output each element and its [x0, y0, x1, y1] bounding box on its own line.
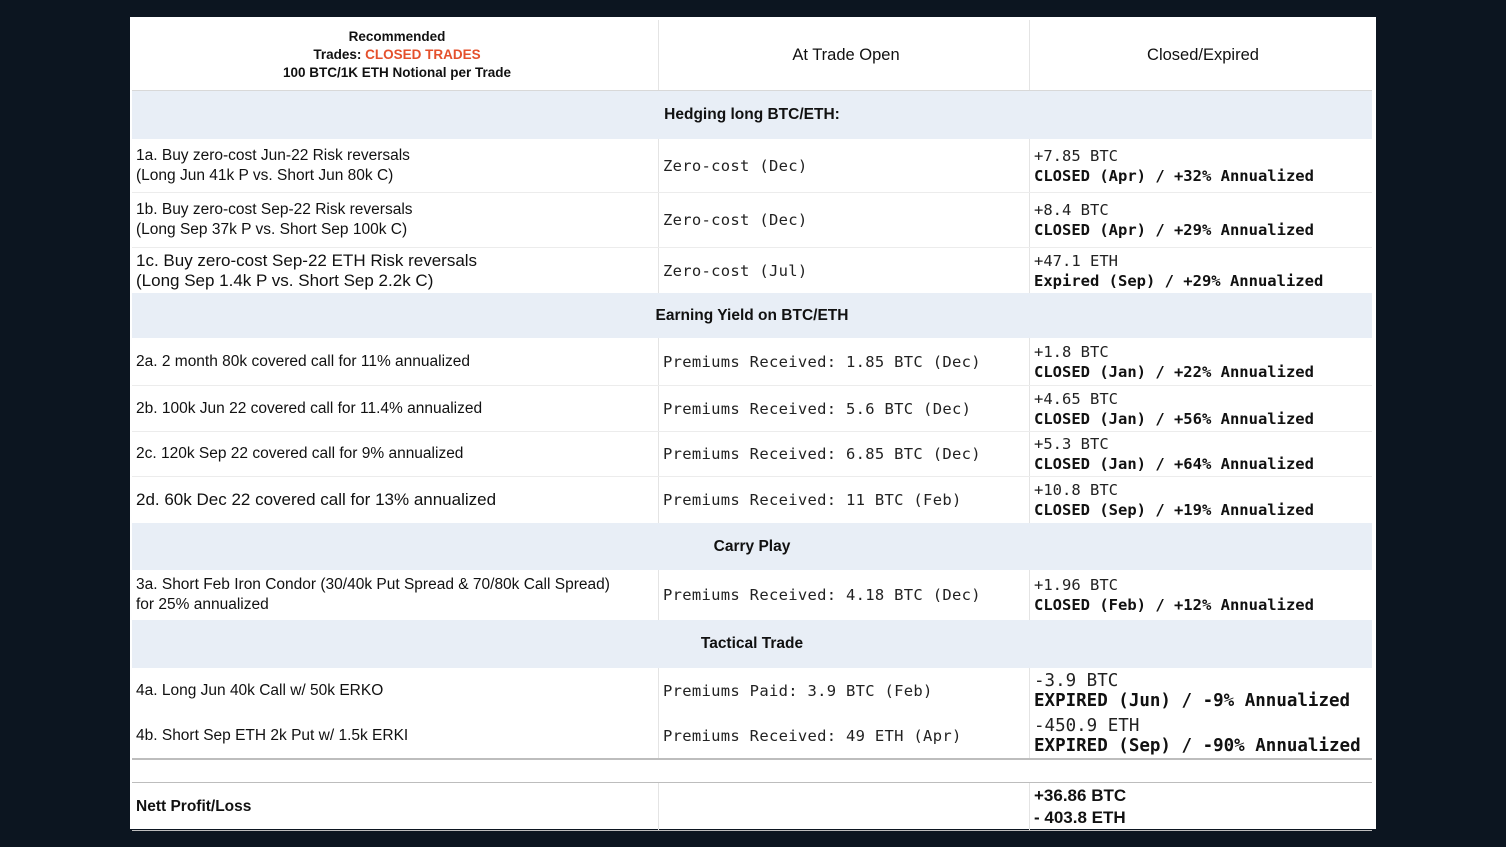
trade-result: -3.9 BTC EXPIRED (Jun) / -9% Annualized	[1034, 670, 1351, 711]
section-earning-yield: Earning Yield on BTC/ETH	[132, 293, 1372, 338]
table-row	[132, 193, 1372, 248]
trade-result: +4.65 BTC CLOSED (Jan) / +56% Annualized	[1034, 389, 1314, 428]
table-row	[132, 432, 1372, 477]
nett-values	[1030, 783, 1372, 830]
trade-result: -450.9 ETH EXPIRED (Sep) / -90% Annualized	[1034, 715, 1361, 756]
table-row	[132, 713, 1372, 759]
table-header	[132, 20, 1372, 91]
section-tactical-trade: Tactical Trade	[132, 620, 1372, 668]
table-row	[132, 570, 1372, 620]
trade-open: Zero-cost (Dec)	[659, 139, 1030, 192]
nett-eth: - 403.8 ETH	[1034, 807, 1126, 827]
trade-result: +1.96 BTC CLOSED (Feb) / +12% Annualized	[1034, 576, 1314, 614]
table-row	[132, 139, 1372, 193]
trade-result: +1.8 BTC CLOSED (Jan) / +22% Annualized	[1034, 342, 1314, 381]
header-closed-expired: Closed/Expired	[1147, 45, 1259, 64]
trades-table	[132, 20, 1372, 831]
trade-description: 2d. 60k Dec 22 covered call for 13% annualized	[132, 477, 659, 523]
header-at-trade-open: At Trade Open	[659, 20, 1030, 90]
trade-description: 2b. 100k Jun 22 covered call for 11.4% annualized	[132, 386, 659, 431]
header-line-3: 100 BTC/1K ETH Notional per Trade	[282, 65, 512, 80]
header-line-2: Trades: CLOSED TRADES	[313, 47, 481, 62]
trade-result: +10.8 BTC CLOSED (Sep) / +19% Annualized	[1034, 481, 1314, 519]
trade-result: +47.1 ETH Expired (Sep) / +29% Annualized	[1034, 251, 1324, 290]
nett-empty	[659, 783, 1030, 830]
trade-open: Premiums Received: 4.18 BTC (Dec)	[659, 570, 1030, 620]
nett-label: Nett Profit/Loss	[132, 783, 659, 830]
section-hedging: Hedging long BTC/ETH:	[132, 91, 1372, 139]
trade-description: 3a. Short Feb Iron Condor (30/40k Put Spread & 70/80k Call Spread) for 25% annualized	[132, 570, 659, 620]
trade-description: 4a. Long Jun 40k Call w/ 50k ERKO	[132, 668, 659, 713]
trade-description: 1b. Buy zero-cost Sep-22 Risk reversals (Long Sep 37k P vs. Short Sep 100k C)	[132, 193, 659, 247]
nett-btc: +36.86 BTC	[1034, 785, 1127, 805]
trade-open: Premiums Received: 11 BTC (Feb)	[659, 477, 1030, 523]
trade-description: 2a. 2 month 80k covered call for 11% annualized	[132, 338, 659, 385]
table-row	[132, 477, 1372, 523]
trade-description: 4b. Short Sep ETH 2k Put w/ 1.5k ERKI	[132, 713, 659, 758]
closed-trades-label: CLOSED TRADES	[365, 47, 481, 62]
header-line-1: Recommended	[348, 29, 446, 44]
section-carry-play: Carry Play	[132, 523, 1372, 570]
table-row	[132, 248, 1372, 293]
trade-open: Zero-cost (Jul)	[659, 248, 1030, 293]
trade-result: +5.3 BTC CLOSED (Jan) / +64% Annualized	[1034, 435, 1314, 473]
table-row	[132, 338, 1372, 386]
trade-description: 2c. 120k Sep 22 covered call for 9% annualized	[132, 432, 659, 476]
trades-sheet	[130, 17, 1376, 829]
table-row	[132, 386, 1372, 432]
trade-open: Zero-cost (Dec)	[659, 193, 1030, 247]
header-recommended-trades	[132, 20, 659, 90]
trade-description: 1a. Buy zero-cost Jun-22 Risk reversals (Long Jun 41k P vs. Short Jun 80k C)	[132, 139, 659, 192]
trade-open: Premiums Received: 5.6 BTC (Dec)	[659, 386, 1030, 431]
trade-open: Premiums Paid: 3.9 BTC (Feb)	[659, 668, 1030, 713]
trade-result: +7.85 BTC CLOSED (Apr) / +32% Annualized	[1034, 146, 1314, 185]
trade-open: Premiums Received: 6.85 BTC (Dec)	[659, 432, 1030, 476]
trade-open: Premiums Received: 1.85 BTC (Dec)	[659, 338, 1030, 385]
trade-open: Premiums Received: 49 ETH (Apr)	[659, 713, 1030, 758]
nett-profit-loss-row	[132, 783, 1372, 831]
trade-result: +8.4 BTC CLOSED (Apr) / +29% Annualized	[1034, 201, 1314, 239]
trade-description: 1c. Buy zero-cost Sep-22 ETH Risk reversals (Long Sep 1.4k P vs. Short Sep 2.2k C)	[132, 248, 659, 293]
table-row	[132, 668, 1372, 713]
table-gap	[132, 759, 1372, 783]
